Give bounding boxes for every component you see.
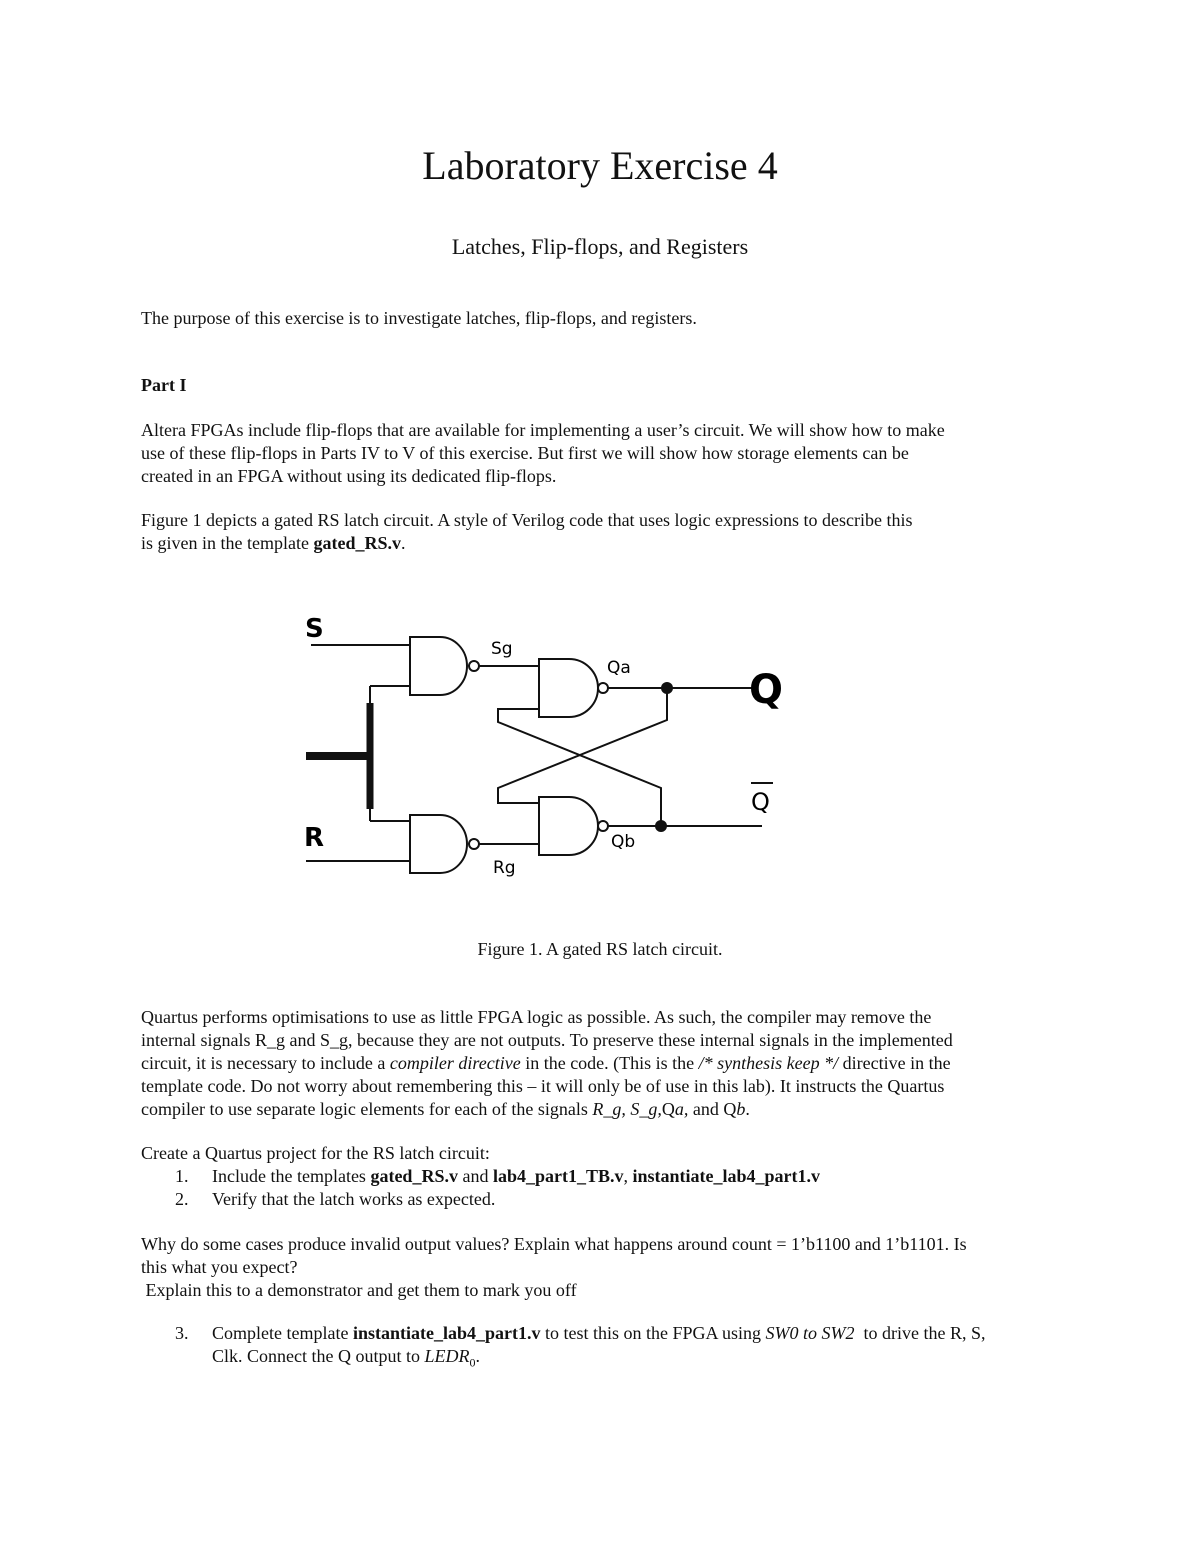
why-paragraph: [141, 1233, 1061, 1302]
wire-feedback-qb: [498, 709, 661, 826]
text-run: a,: [674, 1099, 689, 1119]
paragraph-line: Quartus performs optimisations to use as little FPGA logic as possible. As such, the compiler may remove the: [141, 1007, 932, 1027]
create-intro: Create a Quartus project for the RS latch circuit:: [141, 1143, 490, 1163]
junction-dot-qbar: [655, 820, 667, 832]
list-text: [212, 1165, 820, 1188]
text-run: circuit, it is necessary to include a: [141, 1053, 390, 1073]
paragraph-line: Altera FPGAs include flip-flops that are available for implementing a user’s circuit. We will show how to make: [141, 420, 945, 440]
nand-gate-sg: [410, 637, 467, 695]
text-run: ,: [623, 1166, 633, 1186]
label-qbar: Q: [751, 788, 770, 816]
directive-code: /* synthesis keep */: [698, 1053, 839, 1073]
quartus-paragraph: [141, 1006, 1061, 1121]
inverter-bubble-qb: [598, 821, 608, 831]
list-number: 1.: [175, 1166, 189, 1186]
label-q: Q: [749, 667, 784, 713]
template-filename: instantiate_lab4_part1.v: [352, 1323, 541, 1343]
nand-gate-qb: [539, 797, 598, 855]
text-run: to test this on the FPGA using: [540, 1323, 766, 1343]
list-number: 3.: [175, 1323, 189, 1343]
label-sg: Sg: [491, 639, 513, 659]
template-filename: gated_RS.v: [370, 1166, 458, 1186]
list-text: [212, 1345, 480, 1375]
paragraph-line: template code. Do not worry about remembering this – it will only be of use in this lab). It instructs the Quartus: [141, 1076, 945, 1096]
paragraph-line: Figure 1 depicts a gated RS latch circuit. A style of Verilog code that uses logic expressions to describe this: [141, 510, 913, 530]
template-filename: lab4_part1_TB.v: [492, 1166, 624, 1186]
text-run: b: [736, 1099, 746, 1119]
signal-names: R_g, S_g,: [592, 1099, 662, 1119]
label-s: S: [305, 614, 324, 644]
text-run: .: [745, 1099, 750, 1119]
list-text: Verify that the latch works as expected.: [212, 1189, 496, 1209]
text-run: and: [457, 1166, 493, 1186]
nand-gate-qa: [539, 659, 598, 717]
label-r: R: [304, 823, 325, 853]
text-run: Include the templates: [212, 1166, 371, 1186]
text-run: Q: [661, 1099, 675, 1119]
inverter-bubble-qa: [598, 683, 608, 693]
paragraph-line: [141, 1098, 1061, 1121]
text-run: and Q: [688, 1099, 737, 1119]
paragraph-line: created in an FPGA without using its dedicated flip-flops.: [141, 466, 557, 486]
label-qa: Qa: [607, 658, 631, 678]
switch-names: SW0 to SW2: [765, 1323, 855, 1343]
inverter-bubble-rg: [469, 839, 479, 849]
list-text: [212, 1322, 986, 1345]
nand-gate-rg: [410, 815, 467, 873]
paragraph-line: internal signals R_g and S_g, because they are not outputs. To preserve these internal signals in the implemented: [141, 1030, 953, 1050]
junction-dot-q: [661, 682, 673, 694]
text-run: compiler to use separate logic elements for each of the signals: [141, 1099, 593, 1119]
wire-feedback-qa: [498, 688, 667, 803]
figure-caption: Figure 1. A gated RS latch circuit.: [477, 939, 723, 959]
label-qb: Qb: [611, 832, 636, 852]
template-filename: instantiate_lab4_part1.v: [632, 1166, 821, 1186]
paragraph-line: [141, 1052, 1061, 1075]
led-index: 0: [469, 1355, 476, 1370]
paragraph-line: Why do some cases produce invalid output values? Explain what happens around count = 1’b1100 and 1’b1101. Is: [141, 1234, 967, 1254]
text-run: directive in the: [838, 1053, 951, 1073]
list-number: 2.: [175, 1189, 189, 1209]
text-run: .: [475, 1346, 480, 1366]
text-run: is given in the template: [141, 533, 314, 553]
purpose-line: The purpose of this exercise is to investigate latches, flip-flops, and registers.: [141, 308, 697, 328]
paragraph-line: use of these flip-flops in Parts IV to V of this exercise. But first we will show how storage elements can be: [141, 443, 909, 463]
page-subtitle: Latches, Flip-flops, and Registers: [451, 234, 749, 259]
text-run: Complete template: [212, 1323, 353, 1343]
label-rg: Rg: [493, 858, 516, 878]
part1-heading: Part I: [141, 375, 187, 395]
text-run: in the code. (This is the: [520, 1053, 699, 1073]
text-run: Clk. Connect the Q output to: [212, 1346, 425, 1366]
inverter-bubble-sg: [469, 661, 479, 671]
text-run: .: [400, 533, 406, 553]
template-filename: gated_RS.v: [313, 533, 401, 553]
paragraph-line: Explain this to a demonstrator and get them to mark you off: [141, 1280, 577, 1300]
text-run: to drive the R, S,: [854, 1323, 986, 1343]
page-title: Laboratory Exercise 4: [422, 143, 778, 188]
paragraph-line: this what you expect?: [141, 1257, 298, 1277]
led-name: LEDR: [424, 1346, 470, 1366]
italic-term: compiler directive: [389, 1053, 521, 1073]
